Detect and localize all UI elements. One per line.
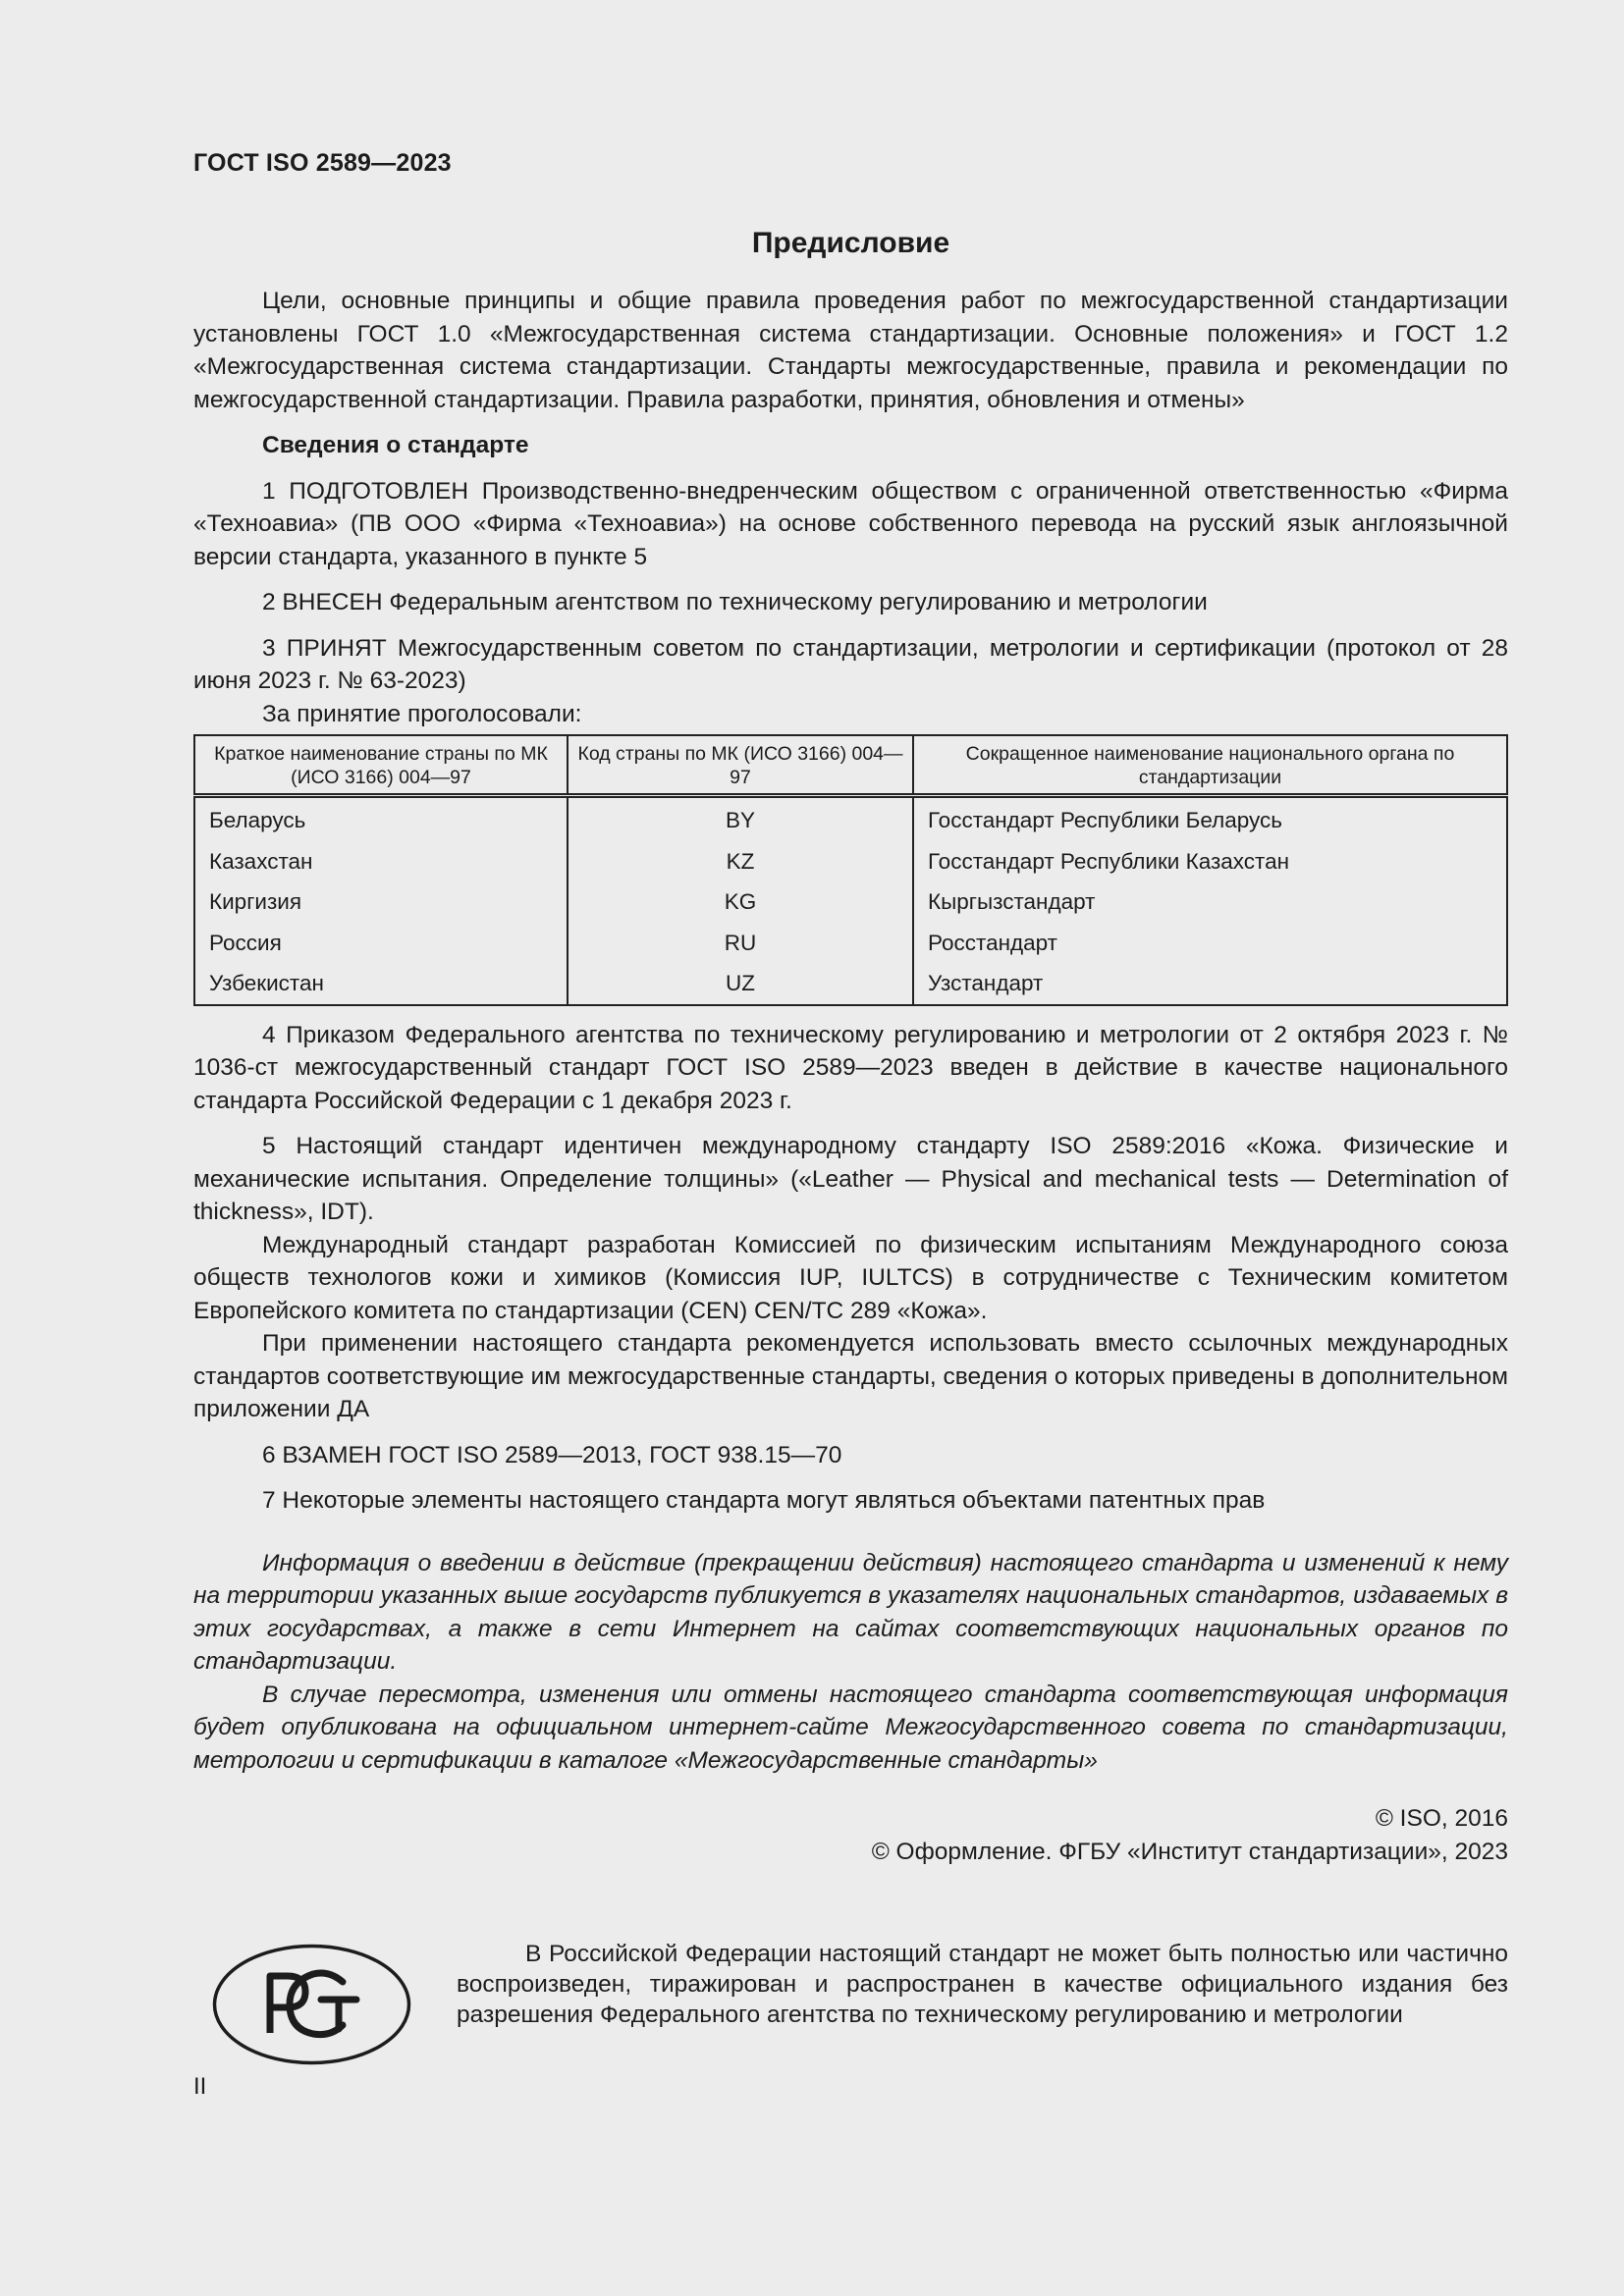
code-cell: KZ (568, 841, 913, 882)
table-header-row (194, 735, 1507, 796)
table-header-country: Краткое наименование страны по МК (ИСО 3166) 004—97 (194, 735, 568, 796)
table-row (194, 881, 1507, 923)
code-cell: UZ (568, 963, 913, 1005)
info-note-1: Информация о введении в действие (прекращении действия) настоящего стандарта и изменений к нему на территории указанных выше государств публикуется в указателях национальных стандартов, издаваемых в этих государствах, а также в сети Интернет на сайтах соответствующих национальных органов по стандартизации. (193, 1549, 1508, 1675)
voting-table (193, 734, 1508, 1006)
item-5-paragraph-3: При применении настоящего стандарта рекомендуется использовать вместо ссылочных международных стандартов соответствующие им межгосударственные стандарты, сведения о которых приведены в дополнительном приложении ДА (193, 1330, 1508, 1422)
info-heading: Сведения о стандарте (262, 432, 529, 458)
table-header-body: Сокращенное наименование национального органа по стандартизации (913, 735, 1507, 796)
code-cell: BY (568, 796, 913, 841)
copyright-design: © Оформление. ФГБУ «Институт стандартизации», 2023 (871, 1838, 1508, 1865)
code-cell: RU (568, 923, 913, 964)
body-cell: Госстандарт Республики Беларусь (913, 796, 1507, 841)
country-cell: Узбекистан (194, 963, 568, 1005)
intro-paragraph: Цели, основные принципы и общие правила проведения работ по межгосударственной стандартизации установлены ГОСТ 1.0 «Межгосударственная система стандартизации. Основные положения» и ГОСТ 1.2 «Межгосударственная система стандартизации. Стандарты межгосударственные, правила и рекомендации по межгосударственной стандартизации. Правила разработки, принятия, обновления и отмены» (193, 288, 1508, 413)
page-title: Предисловие (751, 227, 950, 259)
table-row (194, 841, 1507, 882)
code-cell: KG (568, 881, 913, 923)
item-3: 3 ПРИНЯТ Межгосударственным советом по стандартизации, метрологии и сертификации (протокол от 28 июня 2023 г. № 63-2023) (193, 634, 1508, 694)
info-note-2: В случае пересмотра, изменения или отмены настоящего стандарта соответствующая информация будет опубликована на официальном интернет-сайте Межгосударственного совета по стандартизации, метрологии и сертификации в каталоге «Межгосударственные стандарты» (193, 1681, 1508, 1774)
item-4: 4 Приказом Федерального агентства по техническому регулированию и метрологии от 2 октября 2023 г. № 1036-ст межгосударственный стандарт ГОСТ ISO 2589—2023 введен в действие в качестве национального стандарта Российской Федерации с 1 декабря 2023 г. (193, 1021, 1508, 1114)
country-cell: Казахстан (194, 841, 568, 882)
country-cell: Киргизия (194, 881, 568, 923)
table-row (194, 963, 1507, 1005)
table-header-code: Код страны по МК (ИСО 3166) 004—97 (568, 735, 913, 796)
reproduction-notice-block (193, 1939, 1508, 2066)
body-cell: Кыргызстандарт (913, 881, 1507, 923)
item-5-paragraph-2: Международный стандарт разработан Комиссией по физическим испытаниям Международного союза обществ технологов кожи и химиков (Комиссия IUP, IULTCS) в сотрудничестве с Техническим комитетом Европейского комитета по стандартизации (CEN) CEN/TC 289 «Кожа». (193, 1231, 1508, 1324)
document-id: ГОСТ ISO 2589—2023 (193, 149, 452, 177)
item-5: 5 Настоящий стандарт идентичен международному стандарту ISO 2589:2016 «Кожа. Физические и механические испытания. Определение толщины» («Leather — Physical and mechanical tests — Determination of thickness», IDT). (193, 1133, 1508, 1225)
body-cell: Росстандарт (913, 923, 1507, 964)
foreword-content (193, 224, 1508, 1868)
copyright-iso: © ISO, 2016 (1375, 1805, 1508, 1832)
pct-certification-mark-icon (211, 1943, 412, 2066)
country-cell: Россия (194, 923, 568, 964)
table-row (194, 923, 1507, 964)
item-2: 2 ВНЕСЕН Федеральным агентством по техническому регулированию и метрологии (262, 589, 1208, 615)
country-cell: Беларусь (194, 796, 568, 841)
item-7: 7 Некоторые элементы настоящего стандарта могут являться объектами патентных прав (262, 1487, 1266, 1514)
item-6: 6 ВЗАМЕН ГОСТ ISO 2589—2013, ГОСТ 938.15—70 (262, 1441, 842, 1468)
page-number: II (193, 2073, 207, 2100)
reproduction-notice: В Российской Федерации настоящий стандарт не может быть полностью или частично воспроизведен, тиражирован и распространен в качестве официального издания без разрешения Федерального агентства по техническому регулированию и метрологии (457, 1941, 1508, 2028)
voted-label: За принятие проголосовали: (262, 700, 582, 727)
item-1: 1 ПОДГОТОВЛЕН Производственно-внедренческим обществом с ограниченной ответственностью «Фирма «Техноавиа» (ПВ ООО «Фирма «Техноавиа») на основе собственного перевода на русский язык англоязычной версии стандарта, указанного в пункте 5 (193, 477, 1508, 570)
table-row (194, 796, 1507, 841)
body-cell: Госстандарт Республики Казахстан (913, 841, 1507, 882)
body-cell: Узстандарт (913, 963, 1507, 1005)
